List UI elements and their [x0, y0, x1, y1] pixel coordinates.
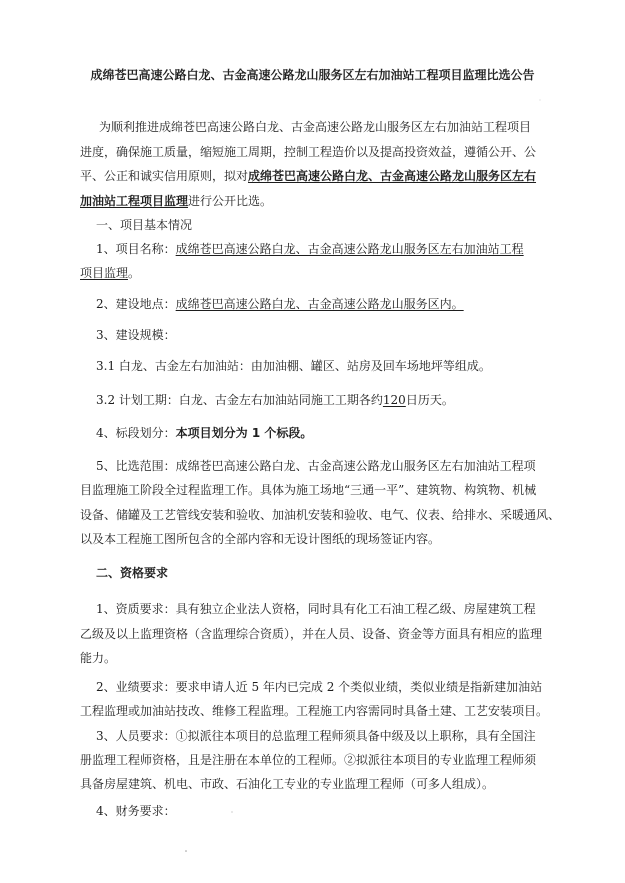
intro-line-4	[80, 194, 272, 209]
page-title: 成绵苍巴高速公路白龙、古金高速公路龙山服务区左右加油站工程项目监理比选公告	[90, 68, 535, 82]
qual-2-line-1: 2、业绩要求：要求申请人近 5 年内已完成 2 个类似业绩，类似业绩是指新建加油站	[96, 680, 543, 694]
qual-1-line-2: 乙级及以上监理资格（含监理综合资质），并在人员、设备、资金等方面具有相应的监理	[80, 627, 543, 641]
item-2-location	[96, 297, 464, 312]
item-5-line-3: 设备、储罐及工艺管线安装和验收、加油机安装和验收、电气、仪表、给排水、采暖通风、	[80, 508, 561, 522]
item-1-value: 成绵苍巴高速公路白龙、古金高速公路龙山服务区左右加油站工程	[175, 242, 524, 256]
section-2-heading: 二、资格要求	[96, 566, 169, 580]
qual-3-line-1: 3、人员要求：①拟派往本项目的总监理工程师须具备中级及以上职称，具有全国注	[96, 729, 536, 743]
intro-line-4-text: 进行公开比选。	[188, 194, 273, 208]
qual-3-line-3: 具备房屋建筑、机电、市政、石油化工专业的专业监理工程师（可多人组成）。	[80, 777, 495, 791]
qual-3-line-2: 册监理工程师资格，且是注册在本单位的工程师。②拟派往本项目的专业监理工程师须	[80, 753, 537, 767]
item-3-2	[96, 393, 454, 408]
item-5-line-2: 目监理施工阶段全过程监理工作。具体为施工场地“三通一平”、建筑物、构筑物、机械	[80, 483, 537, 497]
item-3-2-text: 3.2 计划工期：白龙、古金左右加油站同施工工期各约	[96, 393, 383, 407]
intro-line-2: 进度，确保施工质量，缩短施工周期，控制工程造价以及提高投资效益，遵循公开、公	[80, 145, 537, 159]
item-3-2-days: 120	[382, 393, 406, 407]
item-3-1: 3.1 白龙、古金左右加油站：由加油棚、罐区、站房及回车场地坪等组成。	[96, 359, 491, 373]
item-1-project-name-cont	[80, 266, 140, 281]
item-1-project-name	[96, 242, 524, 257]
item-2-value: 成绵苍巴高速公路白龙、古金高速公路龙山服务区内。	[175, 297, 464, 311]
item-2-label: 2、建设地点：	[96, 297, 176, 311]
item-1-end: 。	[128, 266, 141, 280]
qual-1-line-1: 1、资质要求：具有独立企业法人资格，同时具有化工石油工程乙级、房屋建筑工程	[96, 602, 536, 616]
section-1-heading: 一、项目基本情况	[96, 218, 193, 232]
item-5-line-1: 5、比选范围：成绵苍巴高速公路白龙、古金高速公路龙山服务区左右加油站工程项	[96, 459, 536, 473]
item-5-line-4: 以及本工程施工图所包含的全部内容和无设计图纸的现场签证内容。	[80, 532, 441, 546]
project-name-underlined-cont: 加油站工程项目监理	[80, 194, 189, 208]
item-3-2-unit: 日历天。	[405, 393, 454, 407]
item-3-scale: 3、建设规模：	[96, 328, 176, 342]
intro-line-3-text: 平、公正和诚实信用原则，拟对	[80, 169, 249, 183]
qual-2-line-2: 工程监理或加油站技改、维修工程监理。工程施工内容需同时具备土建、工艺安装项目。	[80, 704, 549, 718]
intro-line-1: 为顺利推进成绵苍巴高速公路白龙、古金高速公路龙山服务区左右加油站工程项目	[99, 120, 532, 134]
intro-line-3	[80, 169, 536, 184]
qual-1-line-3: 能力。	[80, 651, 117, 665]
item-1-label: 1、项目名称：	[96, 242, 176, 256]
item-4-label: 4、标段划分：	[96, 426, 176, 440]
qual-4-finance: 4、财务要求：	[96, 804, 176, 818]
item-4-value: 本项目划分为 1 个标段。	[175, 426, 313, 440]
project-name-underlined: 成绵苍巴高速公路白龙、古金高速公路龙山服务区左右	[248, 169, 537, 183]
item-4-sections	[96, 426, 312, 441]
item-1-value-cont: 项目监理	[80, 266, 129, 280]
